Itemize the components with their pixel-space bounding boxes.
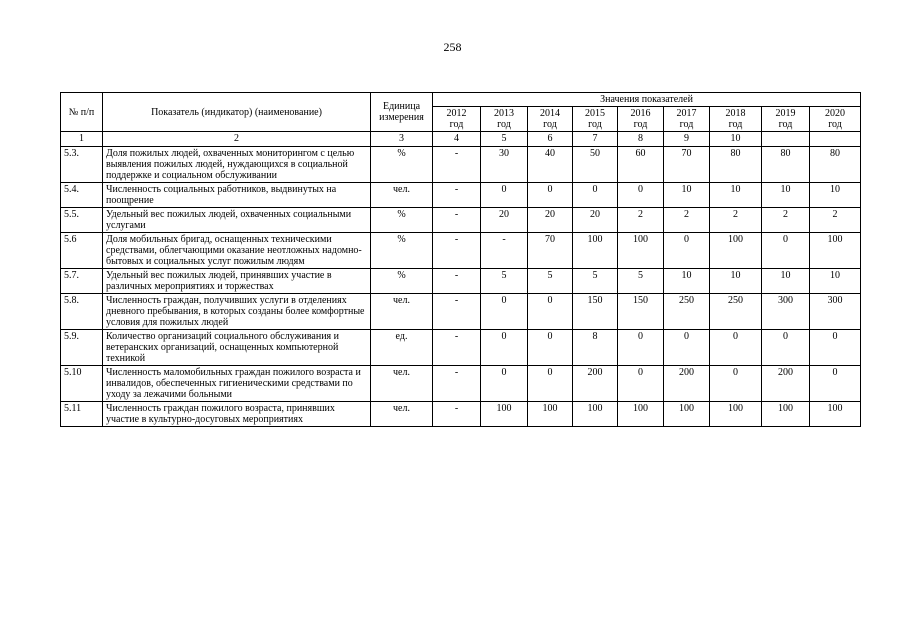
value-cell: 100 [664, 402, 710, 427]
row-number: 5.7. [61, 269, 103, 294]
header-year-2015 [573, 107, 618, 132]
value-cell: 10 [664, 183, 710, 208]
value-cell: 10 [810, 183, 861, 208]
unit-cell: ед. [371, 330, 433, 366]
unit-cell: чел. [371, 183, 433, 208]
value-cell: 80 [710, 147, 762, 183]
year-label: 2019 [775, 108, 796, 119]
table-row [61, 147, 861, 183]
row-number: 5.6 [61, 233, 103, 269]
value-cell: - [433, 366, 481, 402]
year-label: 2015 [585, 108, 605, 119]
value-cell: - [481, 233, 528, 269]
indicators-table [60, 92, 861, 427]
value-cell: 0 [762, 233, 810, 269]
value-cell: 10 [810, 269, 861, 294]
header-row-1 [61, 93, 861, 107]
column-numbers-row [61, 132, 861, 147]
year-label: 2018 [725, 108, 746, 119]
value-cell: 10 [762, 183, 810, 208]
column-number: 8 [618, 132, 664, 147]
indicator-name: Количество организаций социального обслуживания и ветеранских организаций, оснащенных компьютерной техникой [103, 330, 371, 366]
value-cell: 0 [810, 366, 861, 402]
header-year-2014 [528, 107, 573, 132]
value-cell: - [433, 147, 481, 183]
header-values-group: Значения показателей [433, 93, 861, 107]
row-number: 5.11 [61, 402, 103, 427]
table-row [61, 330, 861, 366]
column-number: 4 [433, 132, 481, 147]
column-number: 5 [481, 132, 528, 147]
value-cell: 0 [810, 330, 861, 366]
value-cell: 80 [810, 147, 861, 183]
column-number: 2 [103, 132, 371, 147]
value-cell: 100 [573, 402, 618, 427]
value-cell: 30 [481, 147, 528, 183]
column-number: 7 [573, 132, 618, 147]
value-cell: 100 [810, 402, 861, 427]
value-cell: - [433, 402, 481, 427]
value-cell: 0 [664, 233, 710, 269]
value-cell: - [433, 183, 481, 208]
year-suffix: год [449, 119, 464, 130]
unit-cell: чел. [371, 366, 433, 402]
column-number: 3 [371, 132, 433, 147]
unit-cell: чел. [371, 402, 433, 427]
value-cell: 50 [573, 147, 618, 183]
column-number: 6 [528, 132, 573, 147]
value-cell: 0 [481, 183, 528, 208]
value-cell: 100 [618, 233, 664, 269]
header-num: № п/п [61, 93, 103, 132]
value-cell: 10 [710, 269, 762, 294]
header-year-2012 [433, 107, 481, 132]
value-cell: 0 [481, 294, 528, 330]
year-label: 2012 [446, 108, 467, 119]
year-suffix: год [588, 119, 602, 130]
value-cell: 100 [710, 402, 762, 427]
value-cell: 60 [618, 147, 664, 183]
value-cell: 250 [664, 294, 710, 330]
unit-cell: % [371, 233, 433, 269]
value-cell: 0 [528, 183, 573, 208]
value-cell: 300 [762, 294, 810, 330]
year-label: 2013 [494, 108, 514, 119]
unit-cell: % [371, 147, 433, 183]
table-row [61, 269, 861, 294]
unit-cell: % [371, 208, 433, 233]
table-row [61, 208, 861, 233]
value-cell: 0 [618, 330, 664, 366]
value-cell: 0 [573, 183, 618, 208]
row-number: 5.10 [61, 366, 103, 402]
column-number [762, 132, 810, 147]
value-cell: 0 [528, 366, 573, 402]
value-cell: 40 [528, 147, 573, 183]
value-cell: 100 [762, 402, 810, 427]
year-label: 2014 [540, 108, 560, 119]
column-number: 1 [61, 132, 103, 147]
value-cell: 70 [528, 233, 573, 269]
value-cell: 20 [528, 208, 573, 233]
value-cell: 20 [573, 208, 618, 233]
indicator-name: Численность граждан, получивших услуги в отделениях дневного пребывания, в которых созданы более комфортные условия для пожилых людей [103, 294, 371, 330]
table-row [61, 183, 861, 208]
year-label: 2016 [630, 108, 651, 119]
indicator-name: Доля мобильных бригад, оснащенных техническими средствами, облегчающими оказание неотложных надомно-бытовых и социальных услуг пожилым людям [103, 233, 371, 269]
header-year-2018 [710, 107, 762, 132]
value-cell: 100 [528, 402, 573, 427]
column-number: 10 [710, 132, 762, 147]
value-cell: 5 [573, 269, 618, 294]
table-row [61, 402, 861, 427]
row-number: 5.8. [61, 294, 103, 330]
value-cell: - [433, 269, 481, 294]
header-year-2016 [618, 107, 664, 132]
value-cell: 2 [710, 208, 762, 233]
value-cell: 8 [573, 330, 618, 366]
indicator-name: Численность граждан пожилого возраста, принявших участие в культурно-досуговых мероприятиях [103, 402, 371, 427]
year-label: 2020 [825, 108, 846, 119]
value-cell: 2 [664, 208, 710, 233]
year-suffix: год [778, 119, 793, 130]
row-number: 5.5. [61, 208, 103, 233]
value-cell: 5 [618, 269, 664, 294]
value-cell: 0 [710, 330, 762, 366]
value-cell: 0 [618, 366, 664, 402]
header-year-2013 [481, 107, 528, 132]
row-number: 5.4. [61, 183, 103, 208]
value-cell: 5 [528, 269, 573, 294]
page-number: 258 [443, 40, 462, 54]
year-suffix: год [728, 119, 743, 130]
column-number [810, 132, 861, 147]
value-cell: 10 [664, 269, 710, 294]
value-cell: 70 [664, 147, 710, 183]
value-cell: 0 [618, 183, 664, 208]
value-cell: 100 [810, 233, 861, 269]
value-cell: 10 [762, 269, 810, 294]
value-cell: 0 [664, 330, 710, 366]
value-cell: 80 [762, 147, 810, 183]
header-unit: Единица измерения [371, 93, 433, 132]
indicator-name: Удельный вес пожилых людей, принявших участие в различных мероприятиях и торжествах [103, 269, 371, 294]
value-cell: - [433, 233, 481, 269]
value-cell: 150 [618, 294, 664, 330]
year-suffix: год [679, 119, 694, 130]
column-number: 9 [664, 132, 710, 147]
indicator-name: Численность социальных работников, выдвинутых на поощрение [103, 183, 371, 208]
year-suffix: год [497, 119, 511, 130]
value-cell: 0 [710, 366, 762, 402]
table-row [61, 366, 861, 402]
value-cell: 0 [481, 330, 528, 366]
table-row [61, 294, 861, 330]
indicator-name: Доля пожилых людей, охваченных мониторингом с целью выявления пожилых людей, нуждающихся в социальной поддержке и социальном обслуживании [103, 147, 371, 183]
value-cell: 2 [762, 208, 810, 233]
row-number: 5.3. [61, 147, 103, 183]
value-cell: 150 [573, 294, 618, 330]
unit-cell: % [371, 269, 433, 294]
value-cell: - [433, 330, 481, 366]
year-suffix: год [633, 119, 648, 130]
year-label: 2017 [676, 108, 697, 119]
value-cell: 0 [481, 366, 528, 402]
value-cell: 0 [762, 330, 810, 366]
indicator-name: Численность маломобильных граждан пожилого возраста и инвалидов, обеспеченных гигиеническими средствами по уходу за лежачими больными [103, 366, 371, 402]
header-name: Показатель (индикатор) (наименование) [103, 93, 371, 132]
value-cell: 0 [528, 330, 573, 366]
value-cell: 2 [810, 208, 861, 233]
value-cell: 20 [481, 208, 528, 233]
indicator-name: Удельный вес пожилых людей, охваченных социальными услугами [103, 208, 371, 233]
value-cell: 2 [618, 208, 664, 233]
value-cell: 5 [481, 269, 528, 294]
value-cell: 100 [573, 233, 618, 269]
header-year-2017 [664, 107, 710, 132]
row-number: 5.9. [61, 330, 103, 366]
value-cell: 0 [528, 294, 573, 330]
value-cell: 200 [762, 366, 810, 402]
value-cell: 100 [618, 402, 664, 427]
value-cell: 10 [710, 183, 762, 208]
year-suffix: год [828, 119, 842, 130]
year-suffix: год [543, 119, 557, 130]
value-cell: 250 [710, 294, 762, 330]
table-row [61, 233, 861, 269]
value-cell: 200 [664, 366, 710, 402]
value-cell: 100 [710, 233, 762, 269]
value-cell: 300 [810, 294, 861, 330]
value-cell: 100 [481, 402, 528, 427]
header-year-2020 [810, 107, 861, 132]
value-cell: 200 [573, 366, 618, 402]
value-cell: - [433, 294, 481, 330]
unit-cell: чел. [371, 294, 433, 330]
header-year-2019 [762, 107, 810, 132]
value-cell: - [433, 208, 481, 233]
